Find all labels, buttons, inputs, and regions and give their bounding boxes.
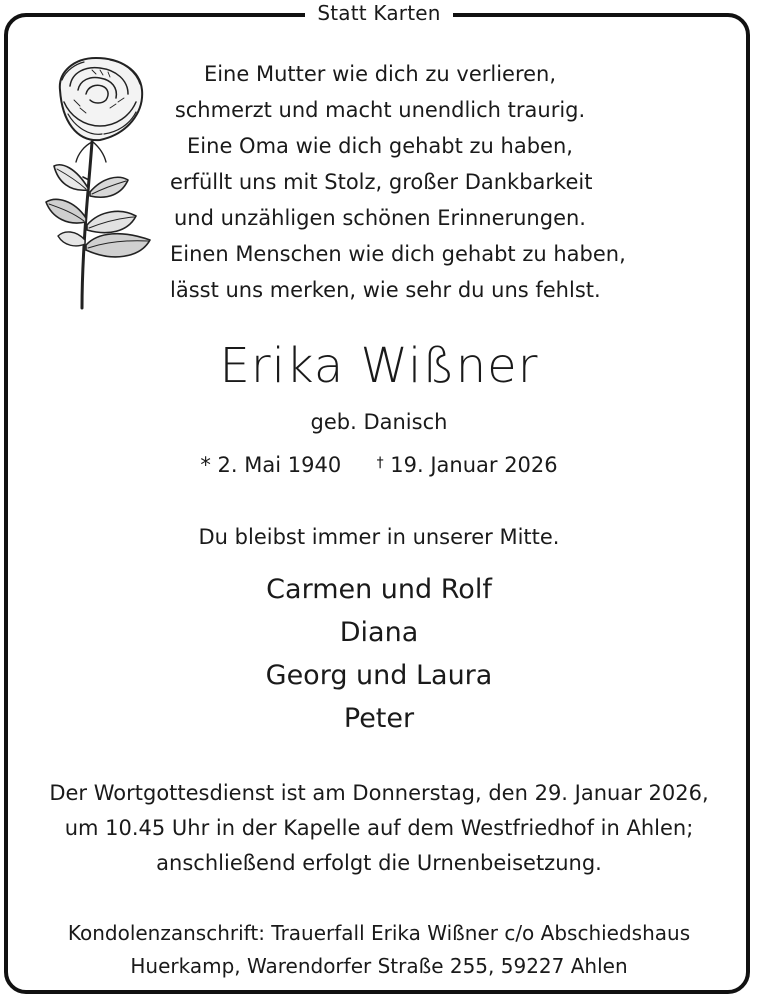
poem-line: erfüllt uns mit Stolz, großer Dankbarkeit xyxy=(170,170,593,194)
rose-icon xyxy=(40,50,160,312)
service-line: um 10.45 Uhr in der Kapelle auf dem Westfriedhof in Ahlen; xyxy=(64,816,694,840)
birth-date: 2. Mai 1940 xyxy=(217,453,342,477)
condolence-line: Kondolenzanschrift: Trauerfall Erika Wißner c/o Abschiedshaus xyxy=(67,921,691,945)
condolence-line: Huerkamp, Warendorfer Straße 255, 59227 Ahlen xyxy=(130,954,628,978)
poem-line: und unzähligen schönen Erinnerungen. xyxy=(174,206,586,230)
death-symbol: † xyxy=(376,455,384,471)
condolence-address xyxy=(0,917,758,983)
poem-line: Eine Oma wie dich gehabt zu haben, xyxy=(187,134,573,158)
service-line: Der Wortgottesdienst ist am Donnerstag, den 29. Januar 2026, xyxy=(49,781,709,805)
service-info xyxy=(0,776,758,881)
mourner: Diana xyxy=(339,617,419,648)
life-dates xyxy=(0,453,758,477)
poem-line: Eine Mutter wie dich zu verlieren, xyxy=(203,62,557,86)
header-label: Statt Karten xyxy=(305,0,452,26)
header xyxy=(0,0,758,28)
mourner: Carmen und Rolf xyxy=(266,574,492,605)
poem-line: lässt uns merken, wie sehr du uns fehlst. xyxy=(170,278,601,302)
born-name: geb. Danisch xyxy=(310,410,448,434)
poem-line: Einen Menschen wie dich gehabt zu haben, xyxy=(170,242,626,266)
poem-line: schmerzt und macht unendlich traurig. xyxy=(174,98,586,122)
service-line: anschließend erfolgt die Urnenbeisetzung. xyxy=(156,851,602,875)
poem xyxy=(170,56,626,308)
mourner: Georg und Laura xyxy=(265,660,493,691)
mourners-list xyxy=(0,568,758,740)
birth-symbol: * xyxy=(200,453,211,477)
motto: Du bleibst immer in unserer Mitte. xyxy=(198,525,560,549)
deceased-name: Erika Wißner xyxy=(219,338,539,394)
mourner: Peter xyxy=(343,703,415,734)
death-date: 19. Januar 2026 xyxy=(390,453,558,477)
